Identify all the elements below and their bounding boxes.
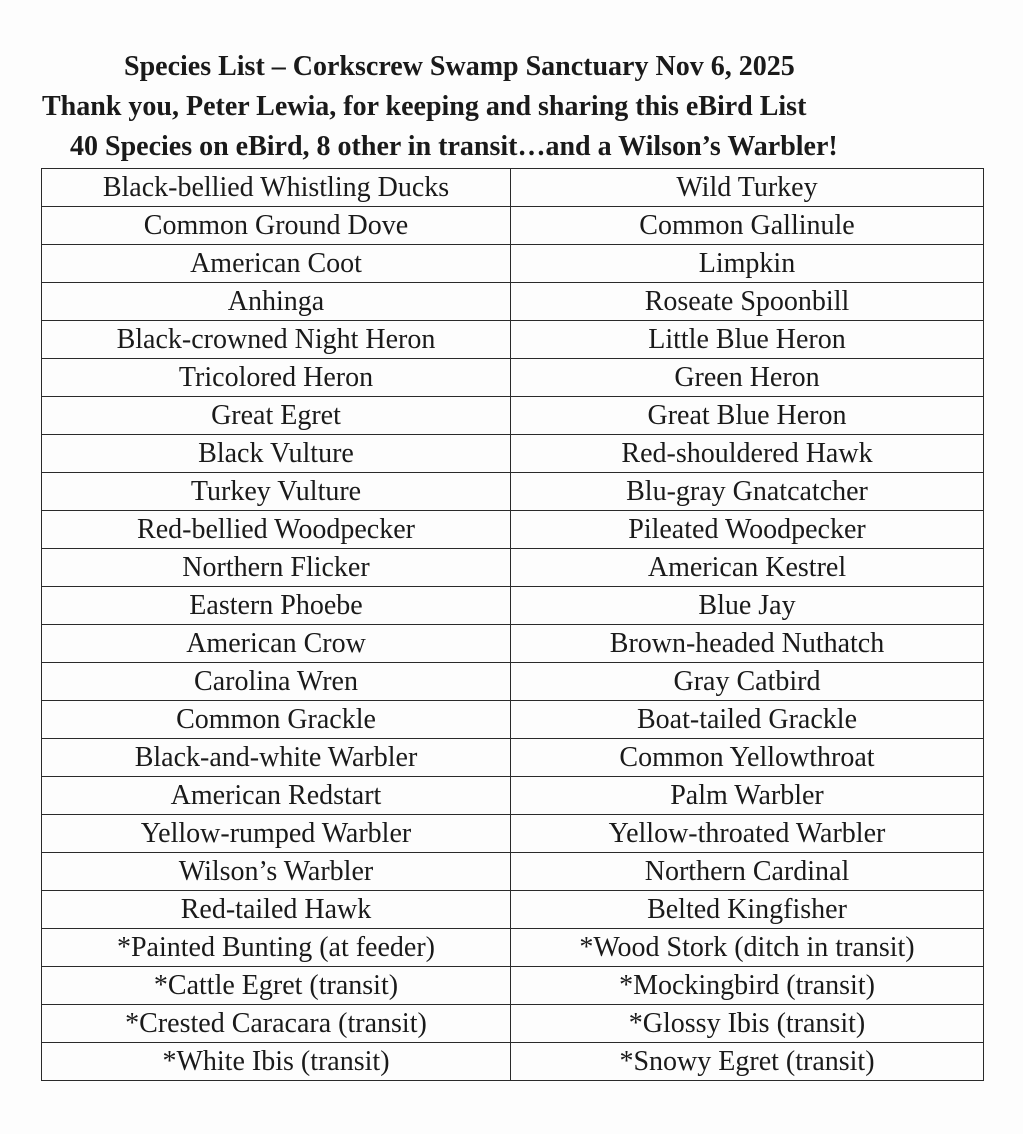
species-cell-left: Common Ground Dove: [42, 207, 511, 245]
table-row: [42, 853, 984, 891]
species-cell-left: Eastern Phoebe: [42, 587, 511, 625]
table-row: [42, 1005, 984, 1043]
species-cell-right: Wild Turkey: [511, 169, 984, 207]
species-table-body: [42, 169, 984, 1081]
species-cell-right: Brown-headed Nuthatch: [511, 625, 984, 663]
species-cell-left: Black-and-white Warbler: [42, 739, 511, 777]
species-cell-left: Black-crowned Night Heron: [42, 321, 511, 359]
species-cell-right: *Mockingbird (transit): [511, 967, 984, 1005]
species-cell-left: Wilson’s Warbler: [42, 853, 511, 891]
species-cell-right: Belted Kingfisher: [511, 891, 984, 929]
species-cell-right: Northern Cardinal: [511, 853, 984, 891]
table-row: [42, 777, 984, 815]
species-cell-right: Roseate Spoonbill: [511, 283, 984, 321]
table-row: [42, 511, 984, 549]
species-cell-right: Great Blue Heron: [511, 397, 984, 435]
species-cell-right: *Snowy Egret (transit): [511, 1043, 984, 1081]
species-cell-right: Common Gallinule: [511, 207, 984, 245]
table-row: [42, 663, 984, 701]
species-cell-left: Black Vulture: [42, 435, 511, 473]
species-cell-right: *Wood Stork (ditch in transit): [511, 929, 984, 967]
species-cell-left: American Redstart: [42, 777, 511, 815]
table-row: [42, 739, 984, 777]
species-cell-left: *Cattle Egret (transit): [42, 967, 511, 1005]
species-cell-left: *White Ibis (transit): [42, 1043, 511, 1081]
species-cell-right: Palm Warbler: [511, 777, 984, 815]
species-cell-right: Green Heron: [511, 359, 984, 397]
table-row: [42, 891, 984, 929]
acknowledgement-line: Thank you, Peter Lewia, for keeping and sharing this eBird List: [42, 91, 807, 122]
species-cell-right: Red-shouldered Hawk: [511, 435, 984, 473]
species-cell-right: Limpkin: [511, 245, 984, 283]
table-row: [42, 473, 984, 511]
table-row: [42, 815, 984, 853]
table-row: [42, 701, 984, 739]
species-cell-right: Pileated Woodpecker: [511, 511, 984, 549]
species-cell-left: Red-bellied Woodpecker: [42, 511, 511, 549]
species-cell-right: American Kestrel: [511, 549, 984, 587]
species-cell-left: American Coot: [42, 245, 511, 283]
species-cell-left: Anhinga: [42, 283, 511, 321]
species-cell-right: Gray Catbird: [511, 663, 984, 701]
species-cell-left: *Painted Bunting (at feeder): [42, 929, 511, 967]
species-cell-left: Northern Flicker: [42, 549, 511, 587]
table-row: [42, 359, 984, 397]
species-table: [41, 168, 984, 1081]
species-cell-left: Great Egret: [42, 397, 511, 435]
species-cell-right: Common Yellowthroat: [511, 739, 984, 777]
table-row: [42, 587, 984, 625]
table-row: [42, 245, 984, 283]
species-cell-left: Black-bellied Whistling Ducks: [42, 169, 511, 207]
table-row: [42, 321, 984, 359]
species-cell-right: Yellow-throated Warbler: [511, 815, 984, 853]
species-cell-left: *Crested Caracara (transit): [42, 1005, 511, 1043]
table-row: [42, 435, 984, 473]
title: Species List – Corkscrew Swamp Sanctuary Nov 6, 2025: [124, 51, 795, 82]
species-cell-left: Carolina Wren: [42, 663, 511, 701]
species-cell-right: Little Blue Heron: [511, 321, 984, 359]
species-cell-right: Blu-gray Gnatcatcher: [511, 473, 984, 511]
table-row: [42, 1043, 984, 1081]
species-cell-left: Common Grackle: [42, 701, 511, 739]
species-cell-left: American Crow: [42, 625, 511, 663]
species-cell-left: Yellow-rumped Warbler: [42, 815, 511, 853]
species-cell-left: Turkey Vulture: [42, 473, 511, 511]
table-row: [42, 625, 984, 663]
table-row: [42, 549, 984, 587]
table-row: [42, 169, 984, 207]
table-row: [42, 967, 984, 1005]
table-row: [42, 929, 984, 967]
species-cell-right: Blue Jay: [511, 587, 984, 625]
species-cell-left: Tricolored Heron: [42, 359, 511, 397]
table-row: [42, 283, 984, 321]
species-summary-line: 40 Species on eBird, 8 other in transit…and a Wilson’s Warbler!: [70, 131, 838, 162]
table-row: [42, 397, 984, 435]
species-cell-right: *Glossy Ibis (transit): [511, 1005, 984, 1043]
species-cell-left: Red-tailed Hawk: [42, 891, 511, 929]
table-row: [42, 207, 984, 245]
species-cell-right: Boat-tailed Grackle: [511, 701, 984, 739]
